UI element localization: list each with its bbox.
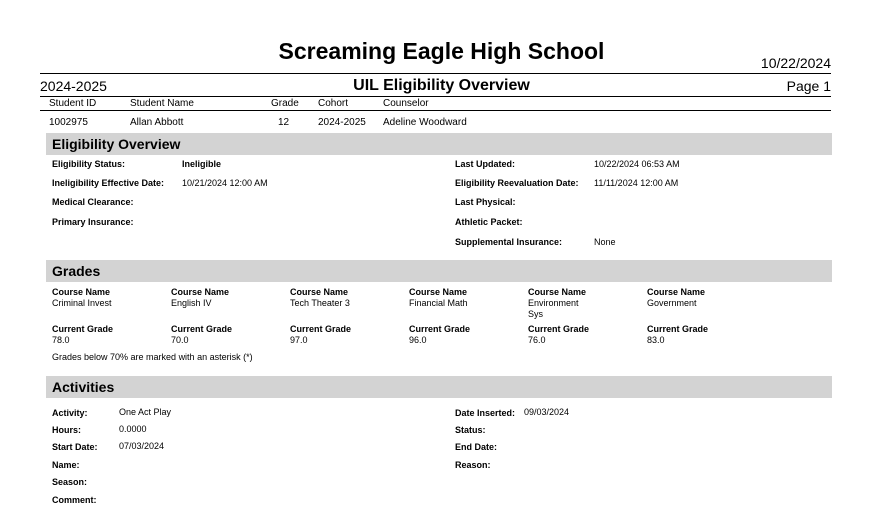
- page-number: Page 1: [786, 78, 831, 94]
- col-counselor: Counselor: [383, 98, 429, 109]
- course-name: English IV: [171, 298, 212, 308]
- grades-section-title: Grades: [52, 263, 101, 279]
- current-grade: 78.0: [52, 335, 70, 345]
- school-name: Screaming Eagle High School: [278, 38, 605, 64]
- date-inserted-label: Date Inserted:: [455, 408, 516, 418]
- current-grade: 96.0: [409, 335, 427, 345]
- hours-label: Hours:: [52, 425, 81, 435]
- current-grade-label: Current Grade: [290, 324, 352, 334]
- course-name-label: Course Name: [409, 287, 468, 297]
- header-rule-bottom: [40, 96, 831, 97]
- student-grade: 12: [278, 117, 290, 128]
- current-grade: 83.0: [647, 335, 665, 345]
- comment-label: Comment:: [52, 495, 97, 505]
- student-name: Allan Abbott: [130, 117, 184, 128]
- course-name: Tech Theater 3: [290, 298, 350, 308]
- last-updated-value: 10/22/2024 06:53 AM: [594, 159, 680, 169]
- course-name: Criminal Invest: [52, 298, 112, 308]
- student-counselor: Adeline Woodward: [383, 117, 467, 128]
- col-grade: Grade: [271, 98, 299, 109]
- activity-value: One Act Play: [119, 407, 172, 417]
- current-grade-label: Current Grade: [528, 324, 590, 334]
- current-grade: 76.0: [528, 335, 546, 345]
- course-name-label: Course Name: [290, 287, 349, 297]
- header-rule-top: [40, 73, 831, 74]
- course-name-label: Course Name: [52, 287, 111, 297]
- reevaluation-date-label: Eligibility Reevaluation Date:: [455, 178, 579, 188]
- course-name: Government: [647, 298, 697, 308]
- supplemental-insurance-value: None: [594, 237, 616, 247]
- last-physical-label: Last Physical:: [455, 197, 516, 207]
- athletic-packet-label: Athletic Packet:: [455, 217, 523, 227]
- ineligibility-date-value: 10/21/2024 12:00 AM: [182, 178, 268, 188]
- current-grade-label: Current Grade: [52, 324, 114, 334]
- reason-label: Reason:: [455, 460, 491, 470]
- activity-name-label: Name:: [52, 460, 80, 470]
- start-date-label: Start Date:: [52, 442, 98, 452]
- date-inserted-value: 09/03/2024: [524, 407, 570, 417]
- report-title: UIL Eligibility Overview: [353, 77, 530, 94]
- current-grade-label: Current Grade: [647, 324, 709, 334]
- col-cohort: Cohort: [318, 98, 349, 109]
- student-cohort: 2024-2025: [318, 117, 366, 128]
- student-id: 1002975: [49, 117, 88, 128]
- eligibility-section-header: [46, 133, 832, 155]
- hours-value: 0.0000: [119, 424, 147, 434]
- current-grade: 97.0: [290, 335, 308, 345]
- col-student-name: Student Name: [130, 98, 194, 109]
- activity-label: Activity:: [52, 408, 88, 418]
- current-grade-label: Current Grade: [171, 324, 233, 334]
- grades-note: Grades below 70% are marked with an asterisk (*): [52, 352, 253, 362]
- eligibility-section-title: Eligibility Overview: [52, 136, 181, 152]
- current-grade: 70.0: [171, 335, 189, 345]
- course-name: Financial Math: [409, 298, 468, 308]
- activities-section-header: [46, 376, 832, 398]
- activity-status-label: Status:: [455, 425, 486, 435]
- primary-insurance-label: Primary Insurance:: [52, 217, 134, 227]
- current-grade-label: Current Grade: [409, 324, 471, 334]
- course-name-label: Course Name: [647, 287, 706, 297]
- report-date: 10/22/2024: [760, 55, 831, 71]
- col-student-id: Student ID: [49, 98, 97, 109]
- eligibility-status-label: Eligibility Status:: [52, 159, 126, 169]
- last-updated-label: Last Updated:: [455, 159, 516, 169]
- activities-section-title: Activities: [52, 379, 115, 395]
- start-date-value: 07/03/2024: [119, 441, 165, 451]
- school-year: 2024-2025: [40, 78, 107, 94]
- grades-section-header: [46, 260, 832, 282]
- end-date-label: End Date:: [455, 442, 498, 452]
- table-header-rule: [40, 110, 831, 111]
- supplemental-insurance-label: Supplemental Insurance:: [455, 237, 563, 247]
- course-name-label: Course Name: [528, 287, 587, 297]
- eligibility-status-value: Ineligible: [182, 159, 222, 169]
- reevaluation-date-value: 11/11/2024 12:00 AM: [594, 178, 679, 188]
- course-name-label: Course Name: [171, 287, 230, 297]
- medical-clearance-label: Medical Clearance:: [52, 197, 134, 207]
- ineligibility-date-label: Ineligibility Effective Date:: [52, 178, 165, 188]
- course-name: Environment Sys: [528, 298, 579, 319]
- season-label: Season:: [52, 477, 88, 487]
